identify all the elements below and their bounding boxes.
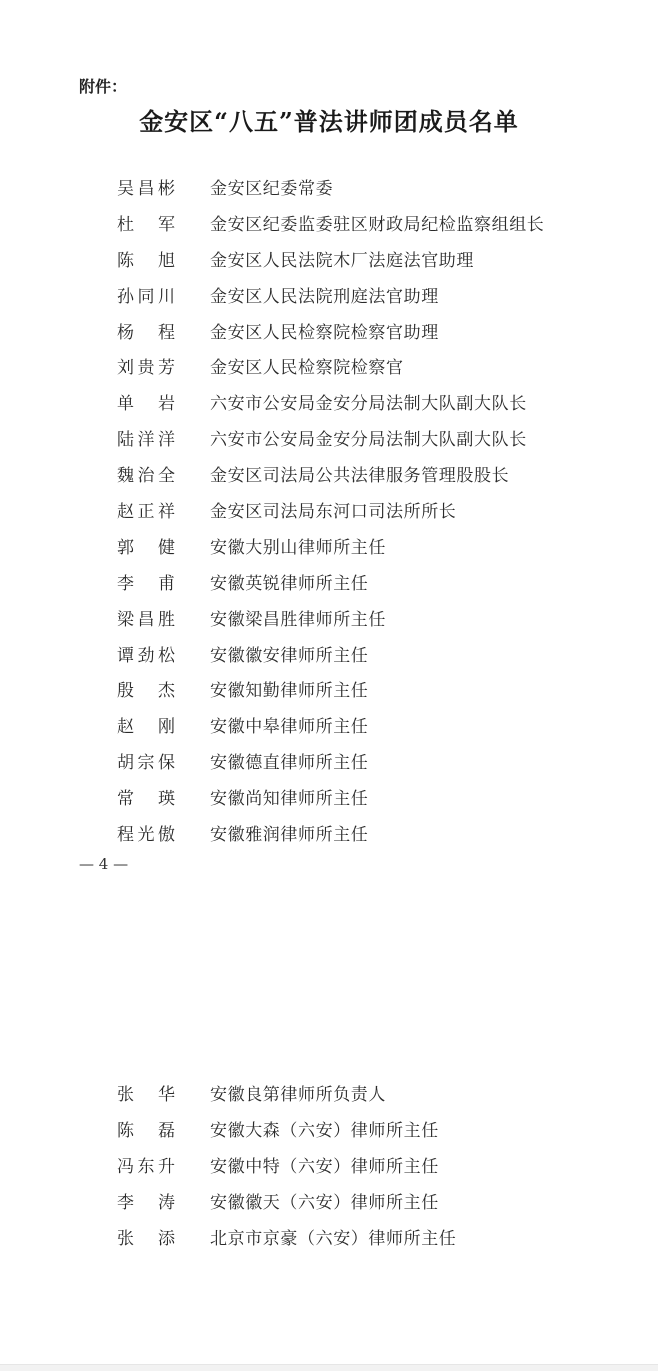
member-position: 六安市公安局金安分局法制大队副大队长 [210,394,527,415]
member-position: 金安区人民法院刑庭法官助理 [210,286,439,307]
member-name: 陆洋洋 [117,430,175,451]
member-position: 安徽徽安律师所主任 [210,645,369,666]
member-name: 赵正祥 [117,502,175,523]
member-row [0,567,658,603]
member-name: 张华 [117,1085,175,1105]
member-position: 金安区纪委常委 [210,179,334,199]
member-name: 胡宗保 [117,753,175,774]
member-row [0,423,658,459]
attachment-label: 附件： [79,77,128,96]
member-row [0,1222,658,1258]
member-position: 安徽大别山律师所主任 [210,537,386,558]
member-position: 金安区人民检察院检察官 [210,358,404,379]
member-position: 安徽良第律师所负责人 [210,1085,386,1105]
member-name: 刘贵芳 [117,358,175,379]
member-name: 陈磊 [117,1120,175,1141]
member-row [0,316,658,352]
member-position: 金安区人民检察院检察官助理 [210,322,439,343]
member-list-page-1 [0,172,658,854]
member-position: 安徽中皋律师所主任 [210,717,369,738]
member-row [0,1186,658,1222]
member-row [0,818,658,854]
member-name: 陈旭 [117,250,175,271]
member-row [0,603,658,639]
member-position: 安徽徽天（六安）律师所主任 [210,1192,439,1213]
member-row [0,1114,658,1150]
member-row [0,280,658,316]
member-row [0,710,658,746]
member-position: 金安区司法局公共法律服务管理股股长 [210,466,510,487]
member-row [0,208,658,244]
member-name: 常瑛 [117,789,175,810]
member-position: 安徽知勤律师所主任 [210,681,369,702]
member-name: 孙同川 [117,286,175,307]
member-name: 谭劲松 [117,645,175,666]
member-name: 张添 [117,1228,175,1249]
member-position: 安徽德直律师所主任 [210,753,369,774]
member-position: 六安市公安局金安分局法制大队副大队长 [210,430,527,451]
member-name: 单岩 [117,394,175,415]
member-position: 安徽尚知律师所主任 [210,789,369,810]
member-row [0,244,658,280]
member-position: 金安区纪委监委驻区财政局纪检监察组组长 [210,214,545,235]
member-row [0,639,658,675]
member-row [0,172,658,208]
member-row [0,674,658,710]
member-name: 李甫 [117,573,175,594]
member-name: 殷杰 [117,681,175,702]
member-name: 赵刚 [117,717,175,738]
member-position: 金安区人民法院木厂法庭法官助理 [210,250,474,271]
member-row [0,387,658,423]
member-row [0,1078,658,1114]
member-name: 程光傲 [117,825,175,846]
member-position: 北京市京豪（六安）律师所主任 [210,1228,457,1249]
member-position: 安徽雅润律师所主任 [210,825,369,846]
member-row [0,1150,658,1186]
member-name: 郭健 [117,537,175,558]
member-row [0,782,658,818]
member-list-page-2 [0,1078,658,1257]
member-row [0,459,658,495]
member-name: 吴昌彬 [117,179,175,199]
member-row [0,531,658,567]
page-number: — 4 — [79,855,129,873]
member-name: 杜军 [117,214,175,235]
member-row [0,495,658,531]
member-row [0,351,658,387]
member-name: 冯东升 [117,1156,175,1177]
member-name: 魏治全 [117,466,175,487]
member-position: 安徽梁昌胜律师所主任 [210,609,386,630]
member-position: 安徽中特（六安）律师所主任 [210,1156,439,1177]
member-position: 金安区司法局东河口司法所所长 [210,502,457,523]
member-name: 梁昌胜 [117,609,175,630]
member-name: 李涛 [117,1192,175,1213]
member-position: 安徽大森（六安）律师所主任 [210,1120,439,1141]
document-title: 金安区“八五”普法讲师团成员名单 [139,107,519,136]
member-name: 杨程 [117,322,175,343]
member-row [0,746,658,782]
member-position: 安徽英锐律师所主任 [210,573,369,594]
